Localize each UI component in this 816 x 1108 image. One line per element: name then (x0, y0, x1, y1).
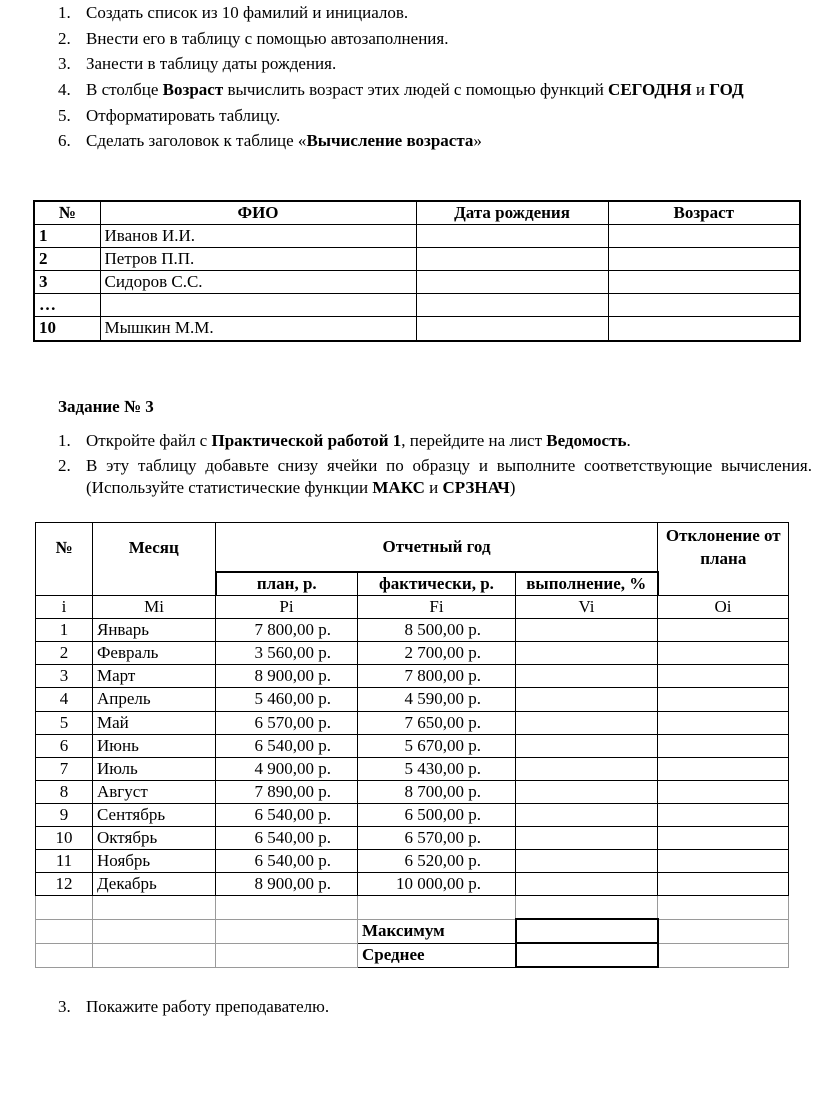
list-item: 3. Занести в таблицу даты рождения. (58, 54, 337, 74)
table-row: 10 Мышкин М.М. (34, 317, 800, 341)
table-row: 2 Февраль 3 560,00 р. 2 700,00 р. (36, 642, 789, 665)
table-header-row (34, 201, 800, 225)
age-table (33, 200, 801, 342)
table-row: 2 Петров П.П. (34, 248, 800, 271)
table-row: 9 Сентябрь 6 540,00 р. 6 500,00 р. (36, 803, 789, 826)
max-cell (516, 919, 658, 943)
table-row: 1 Иванов И.И. (34, 225, 800, 248)
table-header-row (36, 523, 789, 573)
column-header: фактически, р. (358, 572, 516, 596)
list-item: 1. Создать список из 10 фамилий и инициалов. (58, 3, 409, 22)
list-item: 2. Внести его в таблицу с помощью автозаполнения. (58, 28, 449, 48)
avg-label: Среднее (358, 943, 516, 967)
table-row: 3 Сидоров С.С. (34, 271, 800, 294)
column-header: № (36, 523, 93, 596)
column-header: Возраст (608, 201, 800, 225)
column-header: ФИО (100, 201, 416, 225)
list-item: 6. Сделать заголовок к таблице «Вычисление возраста» (58, 131, 482, 151)
max-row (36, 919, 789, 943)
column-header: план, р. (216, 572, 358, 596)
blank-row (36, 896, 789, 920)
table-row: 5 Май 6 570,00 р. 7 650,00 р. (36, 711, 789, 734)
avg-row (36, 943, 789, 967)
instructions-list (0, 2, 816, 156)
table-row: 4 Апрель 5 460,00 р. 4 590,00 р. (36, 688, 789, 711)
column-header: Дата рождения (416, 201, 608, 225)
task3-list (0, 430, 816, 502)
table-row: 1 Январь 7 800,00 р. 8 500,00 р. (36, 619, 789, 642)
column-header: Отчетный год (216, 523, 658, 573)
table-row: … (34, 294, 800, 317)
avg-cell (516, 943, 658, 967)
column-header: № (34, 201, 100, 225)
statement-table (35, 522, 789, 968)
list-item: 5. Отформатировать таблицу. (58, 105, 281, 125)
table-row: 12 Декабрь 8 900,00 р. 10 000,00 р. (36, 873, 789, 896)
table-row: 8 Август 7 890,00 р. 8 700,00 р. (36, 780, 789, 803)
table-row: 6 Июнь 6 540,00 р. 5 670,00 р. (36, 734, 789, 757)
list-item: 2. В эту таблицу добавьте снизу ячейки по образцу и выполните соответствующие вычисления. (Используйте статистические функции МАКС и СРЗНАЧ) (58, 456, 812, 498)
column-header: Отклонение от плана (658, 523, 789, 596)
table-row: 3 Март 8 900,00 р. 7 800,00 р. (36, 665, 789, 688)
list-item: 1. Откройте файл с Практической работой 1, перейдите на лист Ведомость. (58, 431, 631, 450)
column-header: выполнение, % (516, 572, 658, 596)
list-item: 4. В столбце Возраст вычислить возраст этих людей с помощью функций СЕГОДНЯ и ГОД (58, 80, 744, 100)
final-step (0, 996, 816, 1018)
table-row: 11 Ноябрь 6 540,00 р. 6 520,00 р. (36, 850, 789, 873)
max-label: Максимум (358, 919, 516, 943)
symbol-row: i Mi Pi Fi Vi Oi (36, 596, 789, 619)
list-item: 3. Покажите работу преподавателю. (58, 997, 330, 1016)
task-heading: Задание № 3 (58, 397, 154, 416)
table-row: 7 Июль 4 900,00 р. 5 430,00 р. (36, 757, 789, 780)
column-header: Месяц (93, 523, 216, 596)
table-row: 10 Октябрь 6 540,00 р. 6 570,00 р. (36, 827, 789, 850)
